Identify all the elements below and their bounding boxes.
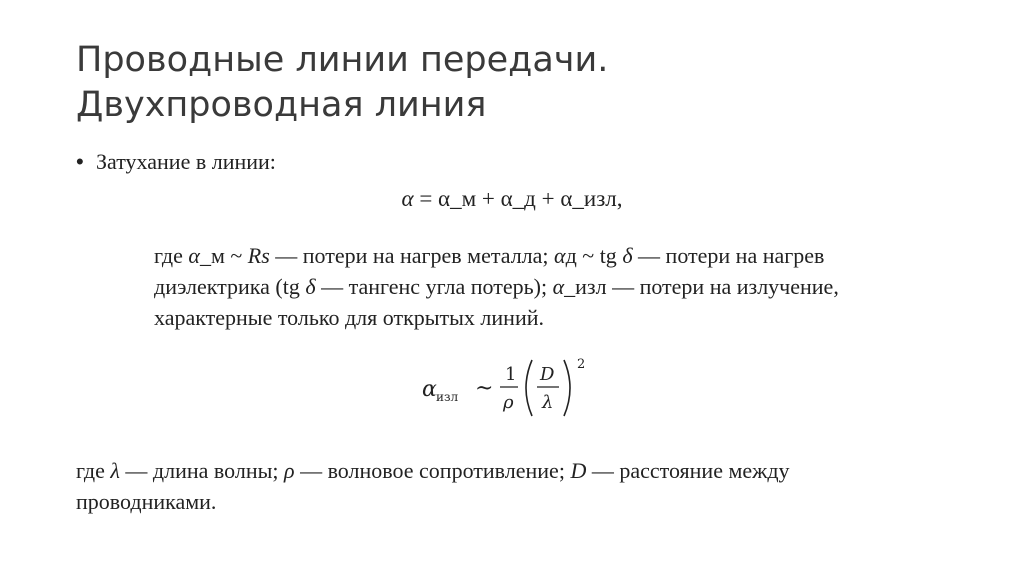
bottom-var-1: λ <box>110 458 120 483</box>
rad-denominator: ρ <box>503 392 514 413</box>
bottom-text-2: — длина волны; <box>119 458 284 483</box>
explanation-line-3: характерные только для открытых линий. <box>154 305 545 330</box>
expl1-var-3: α <box>554 243 566 268</box>
title-line-2: Двухпроводная линия <box>76 85 487 125</box>
rad-inner-denominator: λ <box>542 392 554 413</box>
explanation-line-2 <box>154 271 974 302</box>
formula-rest: = α_м + α_д + α_изл, <box>413 186 623 211</box>
expl1-text-3: — потери на нагрев металла; <box>269 243 555 268</box>
bullet-item <box>76 148 276 176</box>
rad-alpha: α <box>422 377 437 402</box>
bottom-text-1: где <box>76 458 111 483</box>
expl1-text-1: где <box>154 243 189 268</box>
expl1-var-4: δ <box>622 243 633 268</box>
bottom-line-2: проводниками. <box>76 489 217 514</box>
slide-title <box>76 38 956 128</box>
rad-numerator: 1 <box>505 364 517 385</box>
attenuation-formula <box>0 184 1024 214</box>
rad-subscript: изл <box>436 390 459 404</box>
title-line-1: Проводные линии передачи. <box>76 40 609 80</box>
bottom-var-2: ρ <box>284 458 295 483</box>
expl2-text-2: — тангенс угла потерь); <box>315 274 553 299</box>
expl2-text-1: диэлектрика (tg <box>154 274 306 299</box>
bottom-explanation <box>76 455 976 517</box>
expl2-text-3: _изл — потери на излучение, <box>564 274 839 299</box>
expl1-text-4: д ~ tg <box>565 243 623 268</box>
radiation-loss-formula <box>420 352 600 424</box>
bottom-text-3: — волновое сопротивление; <box>294 458 571 483</box>
rad-inner-numerator: D <box>540 364 555 385</box>
rad-exponent: 2 <box>577 357 586 372</box>
expl1-text-2: _м ~ <box>199 243 248 268</box>
bullet-text: Затухание в линии: <box>96 149 276 174</box>
expl2-var-2: α <box>552 274 565 299</box>
explanation-line-1 <box>154 240 974 271</box>
loss-explanation <box>154 240 974 333</box>
radiation-formula-svg <box>420 352 600 424</box>
bottom-var-3: D <box>570 458 587 483</box>
rad-right-paren <box>564 360 570 416</box>
formula-alpha: α <box>401 186 414 211</box>
bottom-text-4: — расстояние между <box>586 458 790 483</box>
bottom-line-1 <box>76 455 976 486</box>
expl1-text-5: — потери на нагрев <box>632 243 825 268</box>
expl1-var-2: Rs <box>247 243 270 268</box>
rad-left-paren <box>526 360 532 416</box>
bullet-icon: • <box>76 149 84 174</box>
rad-relation: ~ <box>475 376 494 401</box>
expl2-var-1: δ <box>305 274 316 299</box>
expl1-var-1: α <box>188 243 200 268</box>
